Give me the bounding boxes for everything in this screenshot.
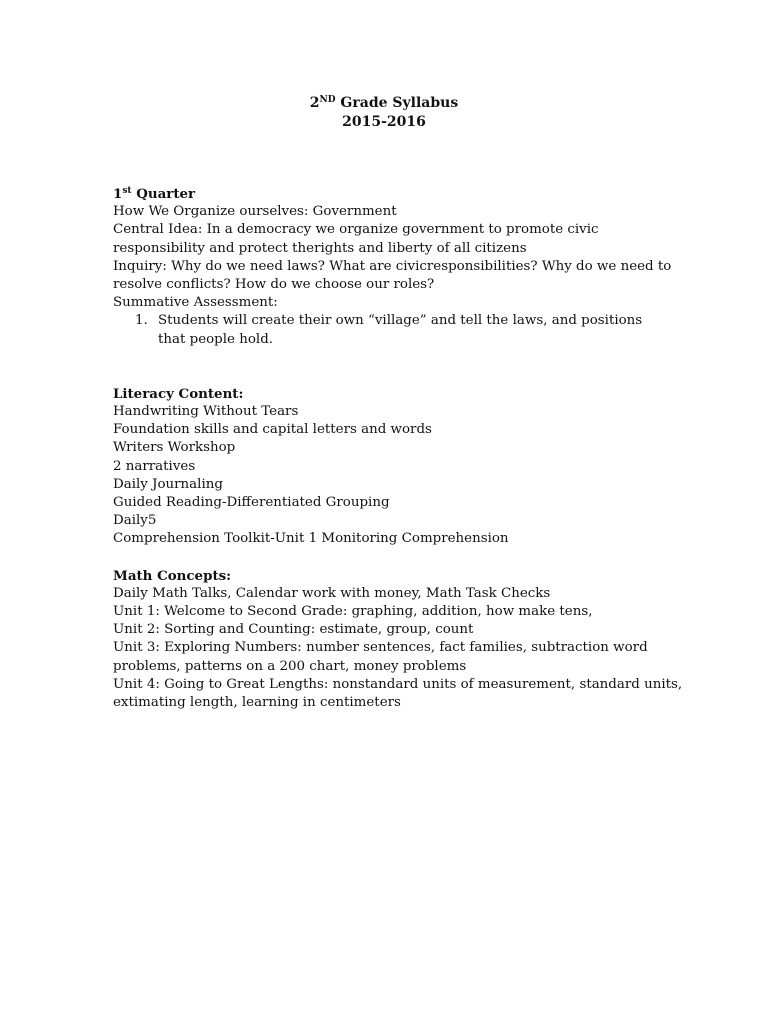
assessment-number: 1. [135, 313, 148, 329]
title-text: Grade Syllabus [335, 95, 459, 111]
math-line: Unit 3: Exploring Numbers: number sentences, fact families, subtraction word [113, 640, 648, 656]
section-spacer [113, 349, 673, 385]
school-year: 2015-2016 [342, 114, 426, 130]
section-spacer [113, 549, 673, 567]
literacy-item: 2 narratives [113, 458, 196, 474]
assessment-item [113, 312, 648, 348]
grade-suffix: ND [319, 95, 336, 105]
central-idea-line-1: Central Idea: In a democracy we organize government to promote civic [113, 222, 599, 238]
literacy-item: Handwriting Without Tears [113, 404, 299, 420]
unit-title: How We Organize ourselves: Government [113, 204, 397, 220]
literacy-item: Writers Workshop [113, 440, 236, 456]
literacy-item: Daily Journaling [113, 476, 223, 492]
literacy-item: Guided Reading-Differentiated Grouping [113, 495, 390, 511]
math-heading: Math Concepts: [113, 567, 232, 584]
math-line: Daily Math Talks, Calendar work with money, Math Task Checks [113, 585, 551, 601]
document-title [0, 94, 768, 132]
literacy-item: Daily5 [113, 513, 157, 529]
inquiry-line-1: Inquiry: Why do we need laws? What are civicresponsibilities? Why do we need to [113, 258, 672, 274]
quarter-number: 1 [113, 186, 123, 202]
assessment-list [113, 312, 673, 348]
literacy-item: Comprehension Toolkit-Unit 1 Monitoring Comprehension [113, 531, 509, 547]
math-line: Unit 2: Sorting and Counting: estimate, group, count [113, 622, 474, 638]
math-line: extimating length, learning in centimeters [113, 695, 401, 711]
quarter-suffix: st [122, 186, 132, 196]
title-line [0, 94, 768, 113]
inquiry-line-2: resolve conflicts? How do we choose our roles? [113, 277, 435, 293]
literacy-heading: Literacy Content: [113, 385, 244, 402]
math-line: problems, patterns on a 200 chart, money problems [113, 658, 467, 674]
quarter-heading [113, 185, 673, 203]
summative-assessment-label: Summative Assessment: [113, 295, 278, 311]
grade-number: 2 [309, 95, 320, 111]
central-idea-line-2: responsibility and protect therights and liberty of all citizens [113, 240, 527, 256]
literacy-item: Foundation skills and capital letters and words [113, 422, 432, 438]
quarter-label: Quarter [131, 186, 196, 202]
math-line: Unit 1: Welcome to Second Grade: graphing, addition, how make tens, [113, 604, 593, 620]
assessment-text: Students will create their own “village” and tell the laws, and positions that people hold. [158, 313, 643, 347]
math-line: Unit 4: Going to Great Lengths: nonstandard units of measurement, standard units, [113, 676, 683, 692]
syllabus-body [113, 185, 683, 712]
